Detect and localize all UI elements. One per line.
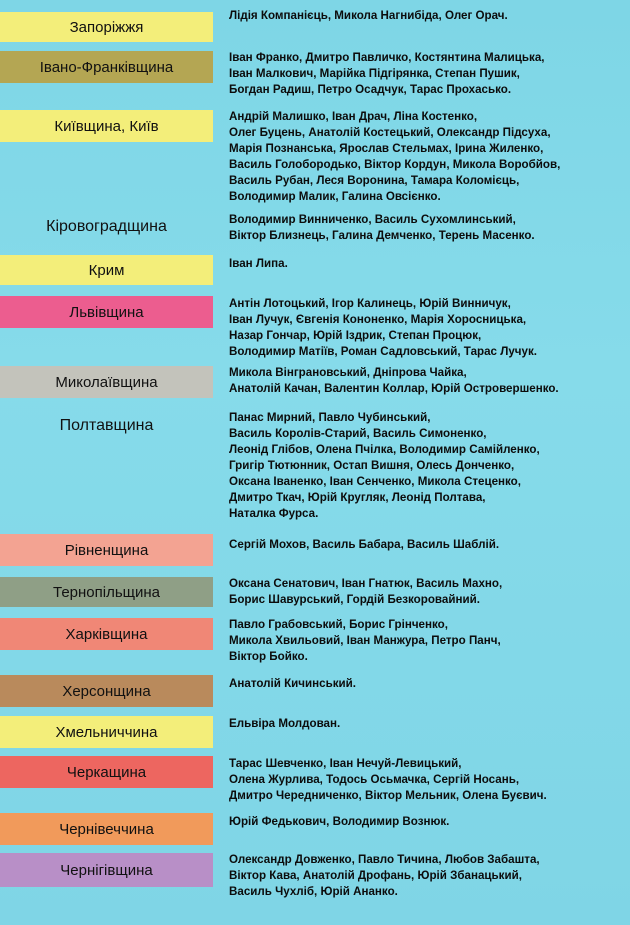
writers-list: Юрій Федькович, Володимир Вознюк. xyxy=(229,815,450,828)
writers-list: Володимир Винниченко, Василь Сухомлинський, Віктор Близнець, Галина Демченко, Терень Масенко. xyxy=(229,213,535,242)
writers-list: Панас Мирний, Павло Чубинський, Василь Королів-Старий, Василь Симоненко, Леонід Глібов, Олена Пчілка, Володимир Самійленко, Григір Тютюнник, Остап Вишня, Олесь Донченко, Оксана Іваненко, Іван Сенченко, Микола Стеценко, Дмитро Ткач, Юрій Кругляк, Леонід Полтава, Наталка Фурса. xyxy=(229,411,540,520)
region-label: Чернівеччина xyxy=(0,813,213,845)
writers-list: Олександр Довженко, Павло Тичина, Любов Забашта, Віктор Кава, Анатолій Дрофань, Юрій Збанацький, Василь Чухліб, Юрій Ананко. xyxy=(229,853,540,898)
region-label: Хмельниччина xyxy=(0,716,213,748)
writers-list: Тарас Шевченко, Іван Нечуй-Левицький, Олена Журлива, Тодось Осьмачка, Сергій Носань, Дмитро Чередниченко, Віктор Мельник, Олена Буєвич. xyxy=(229,757,547,802)
region-label: Івано-Франківщина xyxy=(0,51,213,83)
writers-list: Ельвіра Молдован. xyxy=(229,717,341,730)
region-label: Тернопільщина xyxy=(0,577,213,607)
writers-list: Іван Франко, Дмитро Павличко, Костянтина Малицька, Іван Малкович, Марійка Підгірянка, Степан Пушик, Богдан Радиш, Петро Осадчук, Тарас Прохасько. xyxy=(229,51,545,96)
region-label: Крим xyxy=(0,255,213,285)
writers-list: Оксана Сенатович, Іван Гнатюк, Василь Махно, Борис Шавурський, Гордій Безкоровайний. xyxy=(229,577,503,606)
writers-list: Анатолій Кичинський. xyxy=(229,677,356,690)
writers-list: Павло Грабовський, Борис Грінченко, Микола Хвильовий, Іван Манжура, Петро Панч, Віктор Бойко. xyxy=(229,618,501,663)
region-label: Херсонщина xyxy=(0,675,213,707)
writers-list: Антін Лотоцький, Ігор Калинець, Юрій Винничук, Іван Лучук, Євгенія Кононенко, Марія Хоросницька, Назар Гончар, Юрій Іздрик, Степан Процюк, Володимир Матіїв, Роман Садловський, Тарас Лучук. xyxy=(229,297,537,358)
region-label: Київщина, Київ xyxy=(0,110,213,142)
writers-list: Микола Вінграновський, Дніпрова Чайка, Анатолій Качан, Валентин Коллар, Юрій Островершенко. xyxy=(229,366,559,395)
region-label: Миколаївщина xyxy=(0,366,213,398)
writers-list: Іван Липа. xyxy=(229,257,288,270)
writers-list: Андрій Малишко, Іван Драч, Ліна Костенко, Олег Буцень, Анатолій Костецький, Олександр Підсуха, Марія Познанська, Ярослав Стельмах, Ірина Жиленко, Василь Голобородько, Віктор Кордун, Микола Воробйов, Василь Рубан, Леся Воронина, Тамара Коломієць, Володимир Малик, Галина Овсієнко. xyxy=(229,110,561,203)
region-label: Черкащина xyxy=(0,756,213,788)
region-label: Полтавщина xyxy=(59,417,154,434)
region-label: Рівненщина xyxy=(0,534,213,566)
region-label: Кіровоградщина xyxy=(46,218,167,235)
writers-list: Сергій Мохов, Василь Бабара, Василь Шаблій. xyxy=(229,538,500,551)
region-label: Запоріжжя xyxy=(0,12,213,42)
region-label: Чернігівщина xyxy=(0,853,213,887)
region-label: Львівщина xyxy=(0,296,213,328)
region-label: Харківщина xyxy=(0,618,213,650)
writers-list: Лідія Компанієць, Микола Нагнибіда, Олег Орач. xyxy=(229,9,508,22)
